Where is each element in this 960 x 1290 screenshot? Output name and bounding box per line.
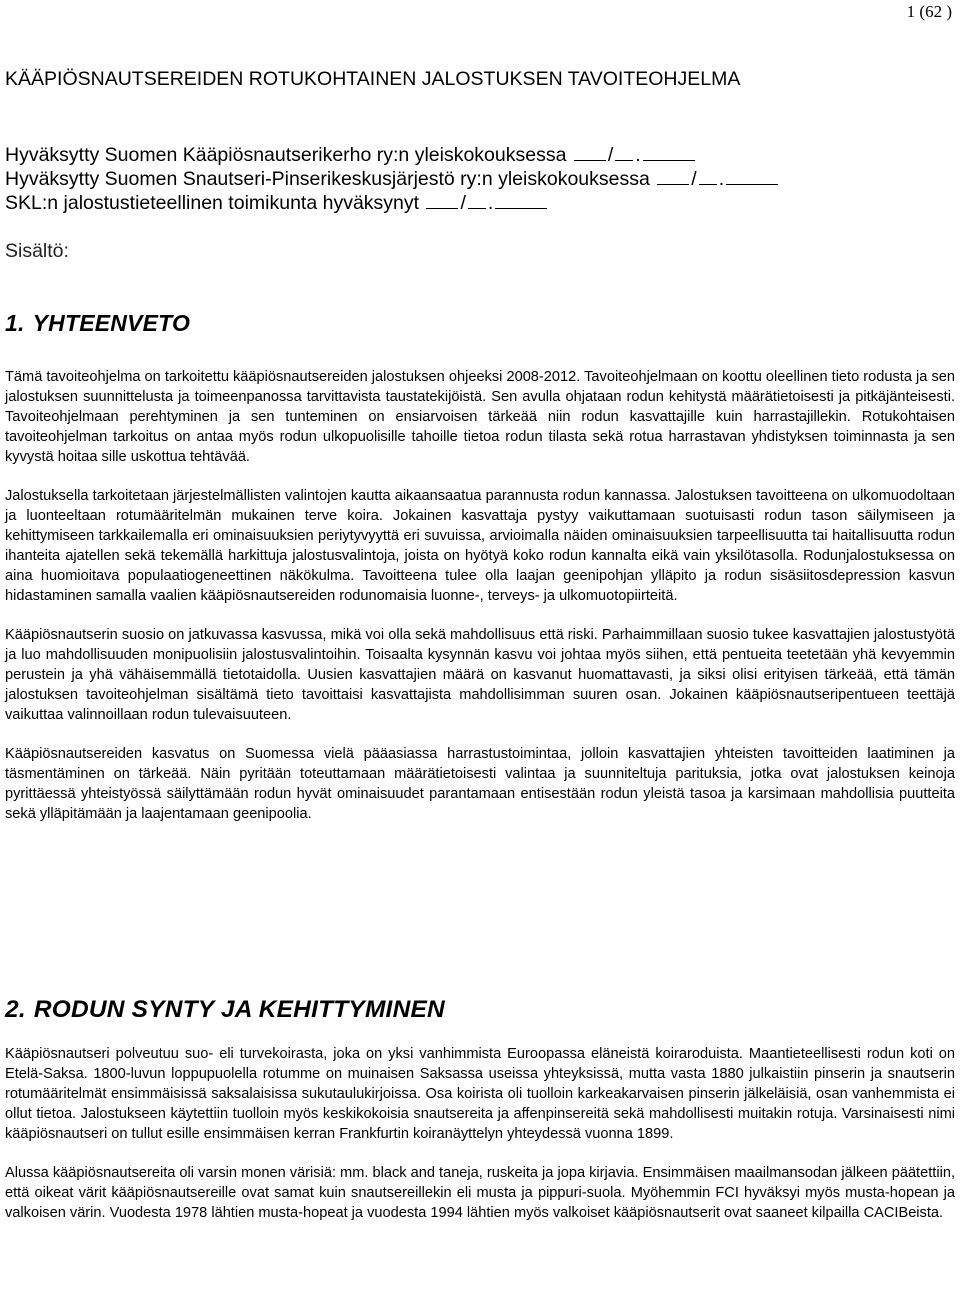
paragraph: Alussa kääpiösnautsereita oli varsin monen värisiä: mm. black and taneja, ruskeita ja jopa kirjavia. Ensimmäisen maailmansodan jälkeen päätettiin, että oikeat värit kääpiösnautsereille ovat samat kuin snautsereillekin eli musta ja pippuri-suola. Myöhemmin FCI hyväksyi myös musta-hopean ja valkoisen värin. Vuodesta 1978 lähtien musta-hopeat ja vuodesta 1994 lähtien myös valkoiset kääpiösnautserit ovat saaneet kilpailla CACIBeista.	[5, 1165, 955, 1221]
date-blank	[468, 191, 486, 209]
section-title: RODUN SYNTY JA KEHITTYMINEN	[33, 996, 445, 1023]
section-heading	[5, 995, 445, 1025]
paragraph: Tämä tavoiteohjelma on tarkoitettu kääpiösnautsereiden jalostuksen ohjeeksi 2008-2012. Tavoiteohjelmaan on koottu oleellinen tieto rodusta ja sen jalostuksen suunnittelusta ja toimeenpanossa tarvittavista taustatekijöistä. Sen avulla ohjataan rodun kehitystä määrätietoisesti ja pitkäjänteisesti. Tavoiteohjelmaan perehtyminen ja sen tunteminen on ensiarvoisen tärkeää niin rodun kasvattajille kuin harrastajillekin. Rotukohtaisen tavoiteohjelman tarkoitus on antaa myös rodun ulkopuolisille tahoille tietoa rodun tilasta sekä rotua harrastavan yhdistyksen toiminnasta ja sen kyvystä hoitaa sille uskottua tehtävää.	[5, 369, 955, 465]
approval-line	[5, 167, 945, 191]
date-blank	[657, 167, 689, 185]
date-separator: .	[487, 192, 494, 214]
date-blank	[615, 143, 633, 161]
section-number: 1.	[5, 310, 25, 336]
date-separator: /	[607, 144, 614, 166]
date-blank	[699, 167, 717, 185]
approval-line	[5, 191, 945, 215]
section-body	[5, 1044, 955, 1242]
date-separator: .	[718, 168, 725, 190]
approval-text: Hyväksytty Suomen Snautseri-Pinserikeskusjärjestö ry:n yleiskokouksessa	[5, 168, 650, 190]
approval-text: SKL:n jalostustieteellinen toimikunta hyväksynyt	[5, 192, 420, 214]
paragraph: Jalostuksella tarkoitetaan järjestelmällisten valintojen kautta aikaansaatua parannusta rodun kannassa. Jalostuksen tavoitteena on ulkomuodoltaan ja luonteeltaan rotumääritelmän mukainen terve koira. Jokainen kasvattaja pystyy vaikuttamaan suotuisasti rodun tason säilymiseen ja kehittymiseen tarkkailemalla eri ominaisuuksien periytyvyyttä eri suvuissa, arvioimalla näiden ominaisuuksien tarpeellisuutta tai haitallisuutta rodun ihanteita ajatellen sekä tekemällä harkittuja jalostusvalintoja, joista on hyötyä koko rodun kannalta eikä vain yksilötasolla. Rodunjalostuksessa on aina huomioitava populaatiogeneettinen näkökulma. Tavoitteena tulee olla laajan geenipohjan ylläpito ja rodun sisäsiitosdepression kasvun hidastaminen samalla vaalien kääpiösnautsereiden rodunomaisia luonne-, terveys- ja ulkomuotopiirteitä.	[5, 488, 955, 604]
approval-text: Hyväksytty Suomen Kääpiösnautserikerho ry:n yleiskokouksessa	[5, 144, 567, 166]
document-title: KÄÄPIÖSNAUTSEREIDEN ROTUKOHTAINEN JALOSTUKSEN TAVOITEOHJELMA	[5, 68, 741, 90]
page-number: 1 (62 )	[906, 2, 952, 21]
year-blank	[495, 191, 547, 209]
date-blank	[574, 143, 606, 161]
paragraph: Kääpiösnautseri polveutuu suo- eli turvekoirasta, joka on yksi vanhimmista Euroopassa eläneistä koiraroduista. Maantieteellisesti rodun koti on Etelä-Saksa. 1800-luvun loppupuolella rotumme on muinaisen Saksassa useissa yhteyksissä, mutta vasta 1880 julkaistiin pinserin ja snautserin rotumääritelmät ensimmäisissä saksalaisissa sukutaulukirjoissa. Osa koirista oli tuolloin karkeakarvaisen pinserin jälkeläisiä, osan vanhemmista ei ollut tietoa. Jalostukseen käytettiin tuolloin myös keskikokoisia snautsereita ja affenpinsereitä sekä mahdollisesti muitakin rotuja. Varsinaisesti nimi kääpiösnautseri on tullut esille ensimmäisen kerran Frankfurtin koiranäyttelyn yhteydessä vuonna 1899.	[5, 1046, 955, 1142]
section-heading	[5, 309, 190, 337]
section-number: 2.	[5, 996, 26, 1023]
date-separator: .	[635, 144, 641, 166]
approval-lines	[5, 143, 945, 215]
paragraph: Kääpiösnautsereiden kasvatus on Suomessa vielä pääasiassa harrastustoimintaa, jolloin kasvattajien yhteisten tavoitteiden laatiminen ja täsmentäminen on tärkeää. Näin pyritään toteuttamaan määrätietoisesti valintaa ja suunniteltuja parituksia, jotka ovat jalostuksen keinoja pyrittäessä yhteistyössä säilyttämään rodun hyvät ominaisuudet parantamaan entisestään rodun yleistä tasoa ja karsimaan mahdollisia puutteita sekä ylläpitämään ja laajentamaan geenipoolia.	[5, 746, 955, 822]
paragraph: Kääpiösnautserin suosio on jatkuvassa kasvussa, mikä voi olla sekä mahdollisuus että riski. Parhaimmillaan suosio tukee kasvattajien jalostustyötä ja luo mahdollisuuden monipuolisiin jalostusvalintoihin. Toisaalta kysynnän kasvu voi johtaa myös siihen, että pentueita teetetään yhä kevyemmin perustein ja yhä vähäisemmällä tietotaidolla. Uusien kasvattajien määrä on kasvanut huomattavasti, ja siksi olisi erityisen tärkeää, että tämän jalostuksen tavoiteohjelman sisältämä tieto tavoittaisi kasvattajista mahdollisimman suuren osan. Jokainen kääpiösnautseripentueen teettäjä vaikuttaa valinnoillaan rodun tulevaisuuteen.	[5, 627, 955, 723]
year-blank	[643, 143, 695, 161]
date-separator: /	[691, 168, 697, 190]
date-separator: /	[460, 192, 466, 214]
year-blank	[726, 167, 778, 185]
toc-label: Sisältö:	[5, 240, 69, 262]
approval-line	[5, 143, 945, 167]
section-body	[5, 367, 955, 843]
date-blank	[426, 191, 458, 209]
section-title: YHTEENVETO	[32, 310, 191, 336]
